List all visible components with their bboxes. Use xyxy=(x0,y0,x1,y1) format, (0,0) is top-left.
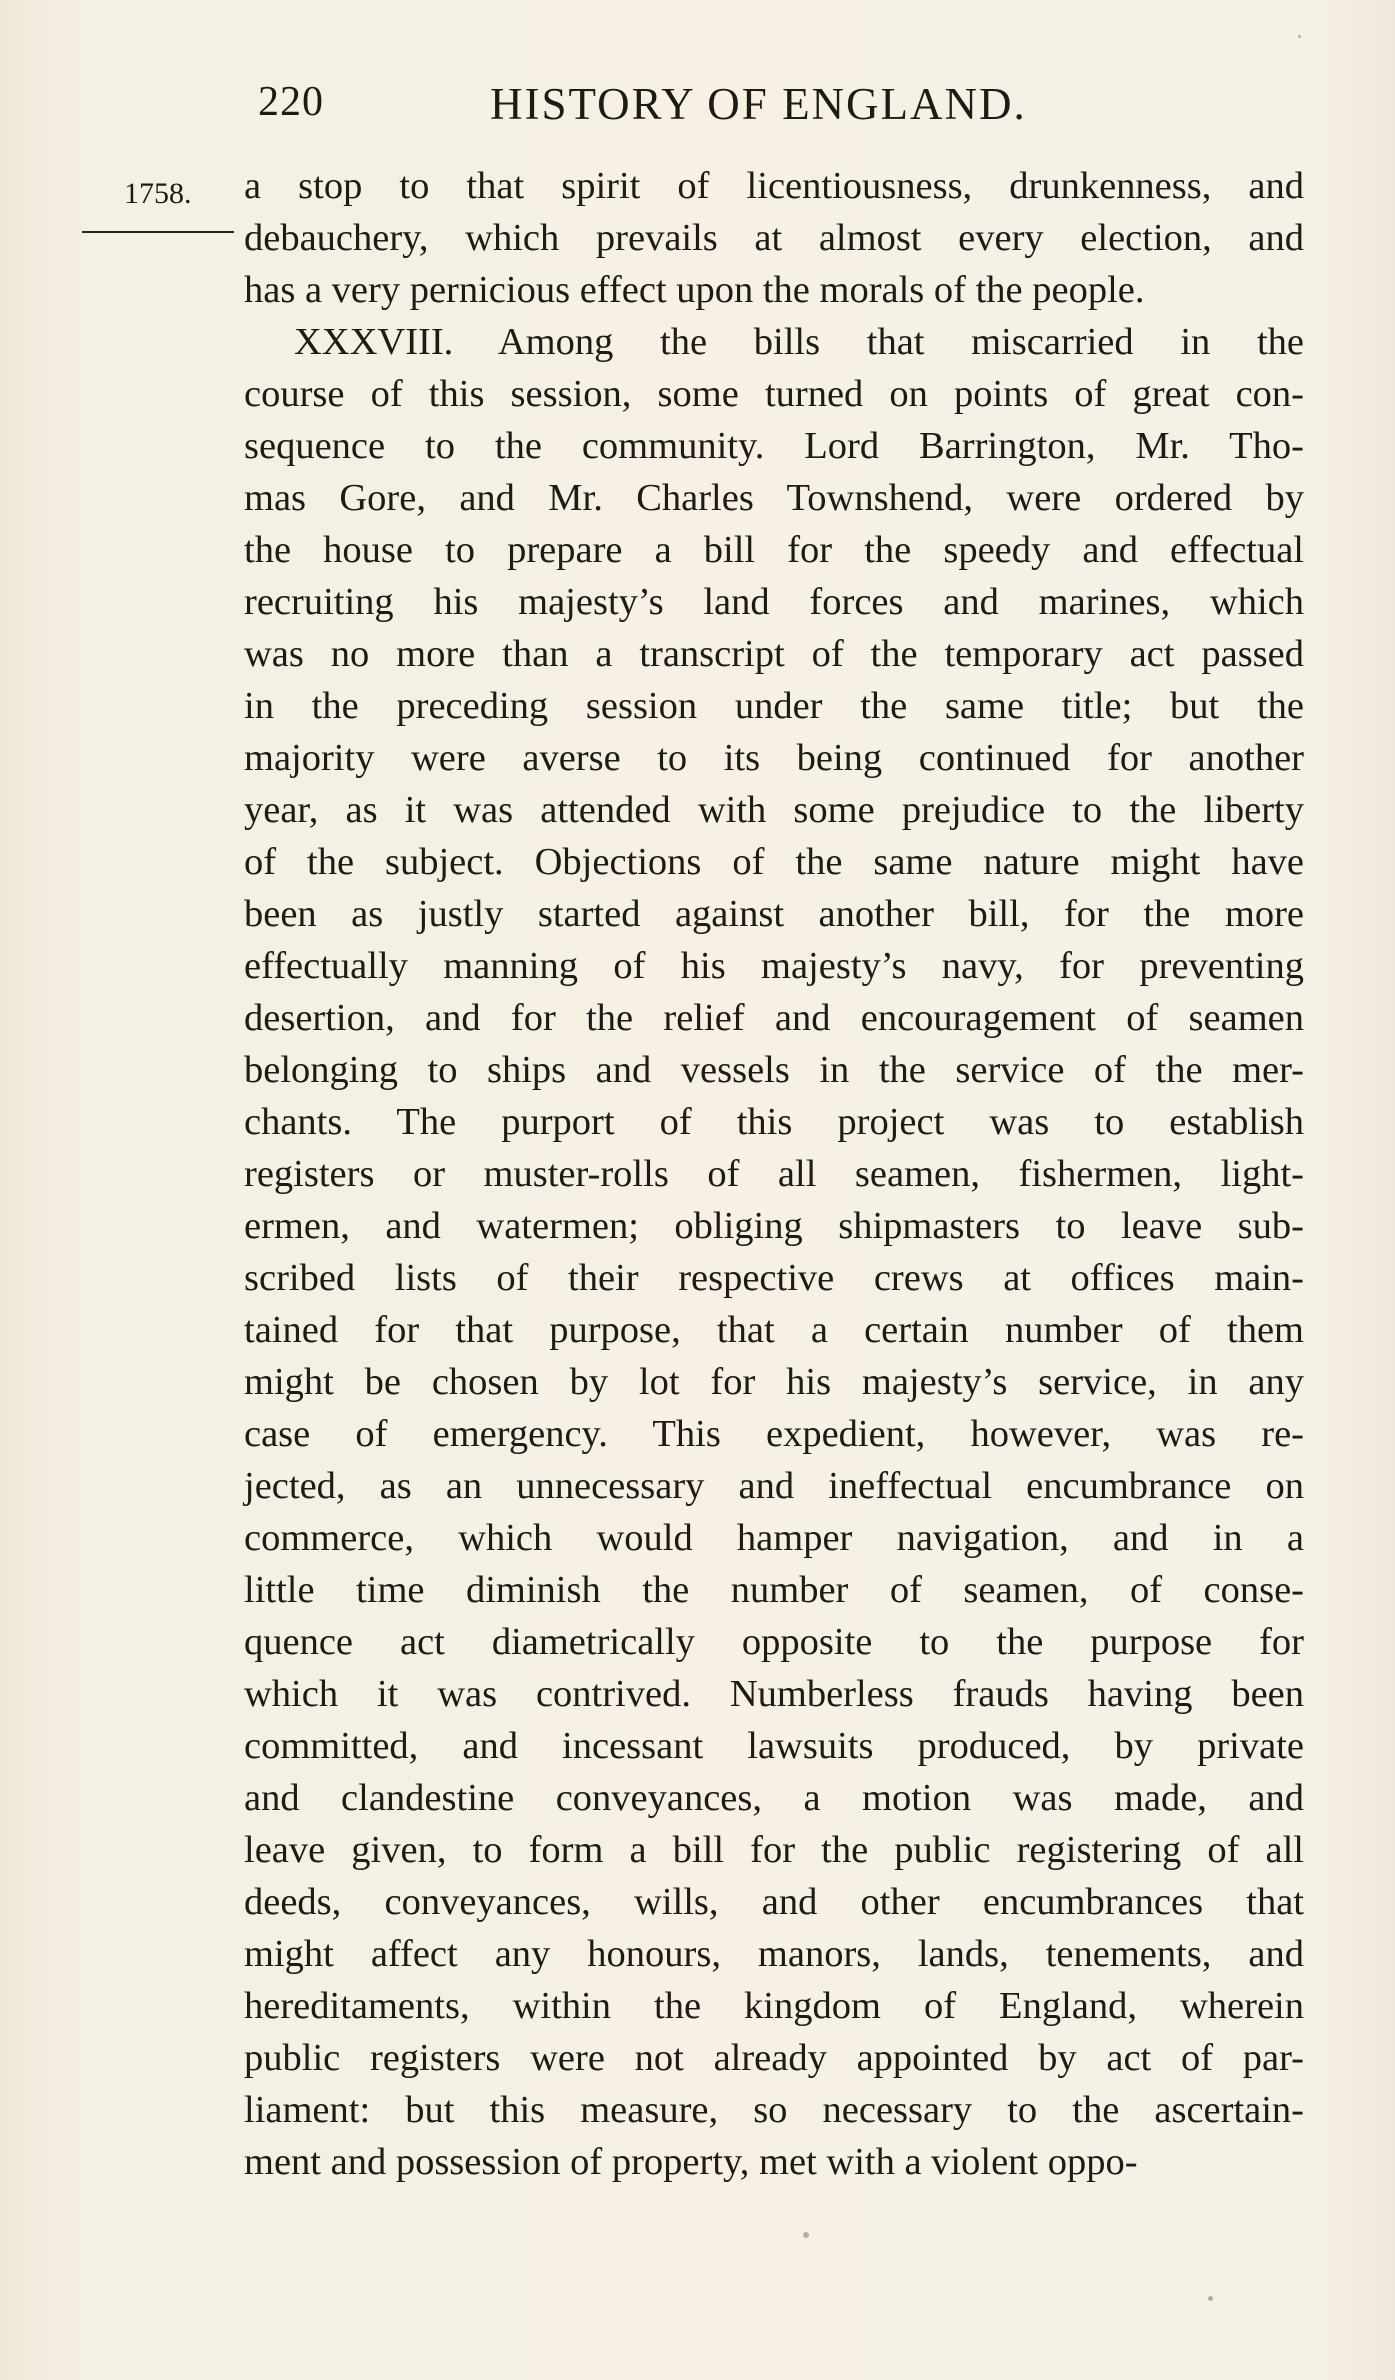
text-line: in the preceding session under the same title; but the xyxy=(244,685,1304,727)
text-line: was no more than a transcript of the temporary act passed xyxy=(244,633,1304,675)
text-line: jected, as an unnecessary and ineffectual encumbrance on xyxy=(244,1465,1304,1507)
running-head xyxy=(258,78,1318,138)
running-title: HISTORY OF ENGLAND. xyxy=(490,79,1027,129)
text-line: of the subject. Objections of the same nature might have xyxy=(244,841,1304,883)
text-line: debauchery, which prevails at almost every election, and xyxy=(244,217,1304,259)
text-line: public registers were not already appointed by act of par- xyxy=(244,2037,1304,2079)
text-line: XXXVIII. Among the bills that miscarried in the xyxy=(294,321,1304,363)
margin-rule xyxy=(82,231,234,233)
text-line: the house to prepare a bill for the speedy and effectual xyxy=(244,529,1304,571)
text-line: hereditaments, within the kingdom of England, wherein xyxy=(244,1985,1304,2027)
text-line: ment and possession of property, met with a violent oppo- xyxy=(244,2141,1138,2183)
paper-speck xyxy=(803,2232,809,2238)
text-line: might be chosen by lot for his majesty’s service, in any xyxy=(244,1361,1304,1403)
text-line: scribed lists of their respective crews at offices main- xyxy=(244,1257,1304,1299)
text-line: year, as it was attended with some prejudice to the liberty xyxy=(244,789,1304,831)
paper-speck xyxy=(1298,35,1301,38)
text-line: course of this session, some turned on points of great con- xyxy=(244,373,1304,415)
text-line: leave given, to form a bill for the public registering of all xyxy=(244,1829,1304,1871)
text-line: recruiting his majesty’s land forces and marines, which xyxy=(244,581,1304,623)
text-line: chants. The purport of this project was to establish xyxy=(244,1101,1304,1143)
text-line: quence act diametrically opposite to the purpose for xyxy=(244,1621,1304,1663)
text-line: registers or muster-rolls of all seamen, fishermen, light- xyxy=(244,1153,1304,1195)
text-line: and clandestine conveyances, a motion was made, and xyxy=(244,1777,1304,1819)
text-line: sequence to the community. Lord Barrington, Mr. Tho- xyxy=(244,425,1304,467)
margin-year: 1758. xyxy=(124,177,192,210)
page-number: 220 xyxy=(258,79,324,125)
body-text xyxy=(244,160,1304,2188)
text-line: committed, and incessant lawsuits produced, by private xyxy=(244,1725,1304,1767)
text-line: liament: but this measure, so necessary to the ascertain- xyxy=(244,2089,1304,2131)
text-line: belonging to ships and vessels in the service of the mer- xyxy=(244,1049,1304,1091)
text-line: a stop to that spirit of licentiousness, drunkenness, and xyxy=(244,165,1304,207)
text-line: deeds, conveyances, wills, and other encumbrances that xyxy=(244,1881,1304,1923)
text-line: been as justly started against another bill, for the more xyxy=(244,893,1304,935)
text-line: tained for that purpose, that a certain number of them xyxy=(244,1309,1304,1351)
paper-speck xyxy=(1208,2296,1213,2301)
text-line: which it was contrived. Numberless frauds having been xyxy=(244,1673,1304,1715)
text-line: case of emergency. This expedient, however, was re- xyxy=(244,1413,1304,1455)
text-line: ermen, and watermen; obliging shipmasters to leave sub- xyxy=(244,1205,1304,1247)
text-line: desertion, and for the relief and encouragement of seamen xyxy=(244,997,1304,1039)
text-line: might affect any honours, manors, lands, tenements, and xyxy=(244,1933,1304,1975)
text-line: little time diminish the number of seamen, of conse- xyxy=(244,1569,1304,1611)
text-line: mas Gore, and Mr. Charles Townshend, were ordered by xyxy=(244,477,1304,519)
text-line: has a very pernicious effect upon the morals of the people. xyxy=(244,269,1145,311)
text-line: effectually manning of his majesty’s navy, for preventing xyxy=(244,945,1304,987)
text-line: commerce, which would hamper navigation, and in a xyxy=(244,1517,1304,1559)
text-line: majority were averse to its being continued for another xyxy=(244,737,1304,779)
